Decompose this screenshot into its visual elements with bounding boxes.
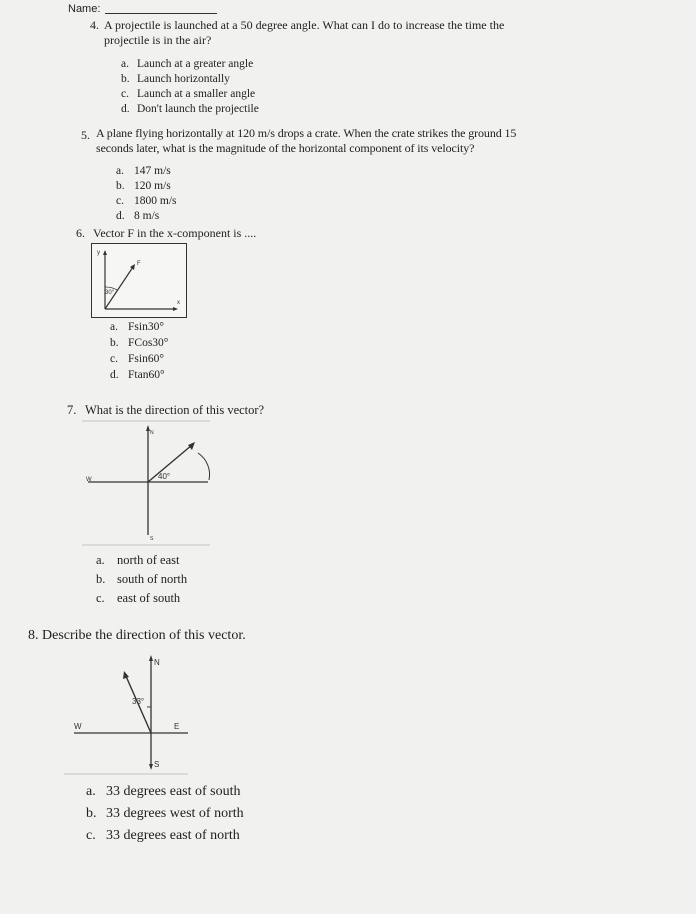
q4-option-c-letter: c. <box>121 88 129 100</box>
q5-option-b[interactable]: 120 m/s <box>134 180 171 192</box>
q8-option-a-letter: a. <box>86 784 96 799</box>
q7-option-c-letter: c. <box>96 591 105 605</box>
q8-option-c-letter: c. <box>86 828 96 843</box>
q4-option-d[interactable]: Don't launch the projectile <box>137 103 259 115</box>
name-label: Name: <box>68 3 101 15</box>
q7-text: What is the direction of this vector? <box>85 403 265 417</box>
q8-n-label: N <box>154 658 160 667</box>
q4-option-a-letter: a. <box>121 58 129 70</box>
q7-option-b[interactable]: south of north <box>117 572 188 586</box>
q8-option-a[interactable]: 33 degrees east of south <box>106 784 241 799</box>
q7-angle-label: 40° <box>158 472 171 481</box>
q7-option-b-letter: b. <box>96 572 106 586</box>
q8-s-label: S <box>154 760 160 769</box>
q6-option-d[interactable]: Ftan60° <box>128 369 165 381</box>
q6-option-a[interactable]: Fsin30° <box>128 321 164 333</box>
q8-vector-arrow-icon <box>123 671 129 679</box>
q5-text-line1: A plane flying horizontally at 120 m/s drops a crate. When the crate strikes the ground 15 <box>96 126 517 140</box>
q8-w-label: W <box>74 722 82 731</box>
q5-number: 5. <box>81 128 90 142</box>
q6-option-c-letter: c. <box>110 353 118 365</box>
q8-option-b-letter: b. <box>86 806 97 821</box>
q8-e-label: E <box>174 722 180 731</box>
q6-number: 6. <box>76 226 85 240</box>
q8-vector-figure <box>64 652 194 776</box>
q8-number: 8. <box>28 628 39 643</box>
q7-option-c[interactable]: east of south <box>117 591 181 605</box>
q7-option-a[interactable]: north of east <box>117 553 180 567</box>
q6-option-b[interactable]: FCos30° <box>128 337 169 349</box>
q4-text-line1: A projectile is launched at a 50 degree angle. What can I do to increase the time the <box>104 18 505 32</box>
q4-option-b-letter: b. <box>121 73 130 85</box>
q8-option-b[interactable]: 33 degrees west of north <box>106 806 244 821</box>
q5-option-d-letter: d. <box>116 210 125 222</box>
q5-option-a[interactable]: 147 m/s <box>134 165 171 177</box>
q7-n-label: N <box>150 430 154 436</box>
q5-option-a-letter: a. <box>116 165 124 177</box>
q6-vector-figure <box>91 243 187 318</box>
q6-y-label: y <box>97 250 100 256</box>
q6-option-a-letter: a. <box>110 321 118 333</box>
name-field[interactable] <box>105 13 217 14</box>
q8-angle-label: 33° <box>132 697 145 706</box>
q6-f-label: F <box>137 261 141 267</box>
q7-vector-arrow-icon <box>188 442 195 450</box>
q6-option-d-letter: d. <box>110 369 119 381</box>
q7-angle-arc <box>198 453 210 480</box>
q4-text-line2: projectile is in the air? <box>104 33 212 47</box>
q7-option-a-letter: a. <box>96 553 105 567</box>
q6-text: Vector F in the x-component is .... <box>93 226 257 240</box>
q8-option-c[interactable]: 33 degrees east of north <box>106 828 240 843</box>
q8-north-arrow-icon <box>149 655 153 661</box>
q5-option-c-letter: c. <box>116 195 124 207</box>
q6-option-b-letter: b. <box>110 337 119 349</box>
q5-option-c[interactable]: 1800 m/s <box>134 195 177 207</box>
q4-number: 4. <box>90 18 99 32</box>
q5-option-d[interactable]: 8 m/s <box>134 210 160 222</box>
q5-option-b-letter: b. <box>116 180 125 192</box>
q6-angle-label: 30° <box>105 290 115 296</box>
q4-option-c[interactable]: Launch at a smaller angle <box>137 88 256 100</box>
q4-option-a[interactable]: Launch at a greater angle <box>137 58 254 70</box>
q8-text: Describe the direction of this vector. <box>42 628 246 643</box>
q4-option-d-letter: d. <box>121 103 130 115</box>
q4-option-b[interactable]: Launch horizontally <box>137 73 230 85</box>
q8-south-arrow-icon <box>149 764 153 770</box>
q7-vector-figure <box>82 420 212 546</box>
q6-option-c[interactable]: Fsin60° <box>128 353 164 365</box>
q5-text-line2: seconds later, what is the magnitude of the horizontal component of its velocity? <box>96 141 475 155</box>
q6-x-label: x <box>177 300 180 306</box>
q7-number: 7. <box>67 403 77 417</box>
q7-w-label: W <box>86 477 92 483</box>
q7-s-label: S <box>150 536 154 542</box>
